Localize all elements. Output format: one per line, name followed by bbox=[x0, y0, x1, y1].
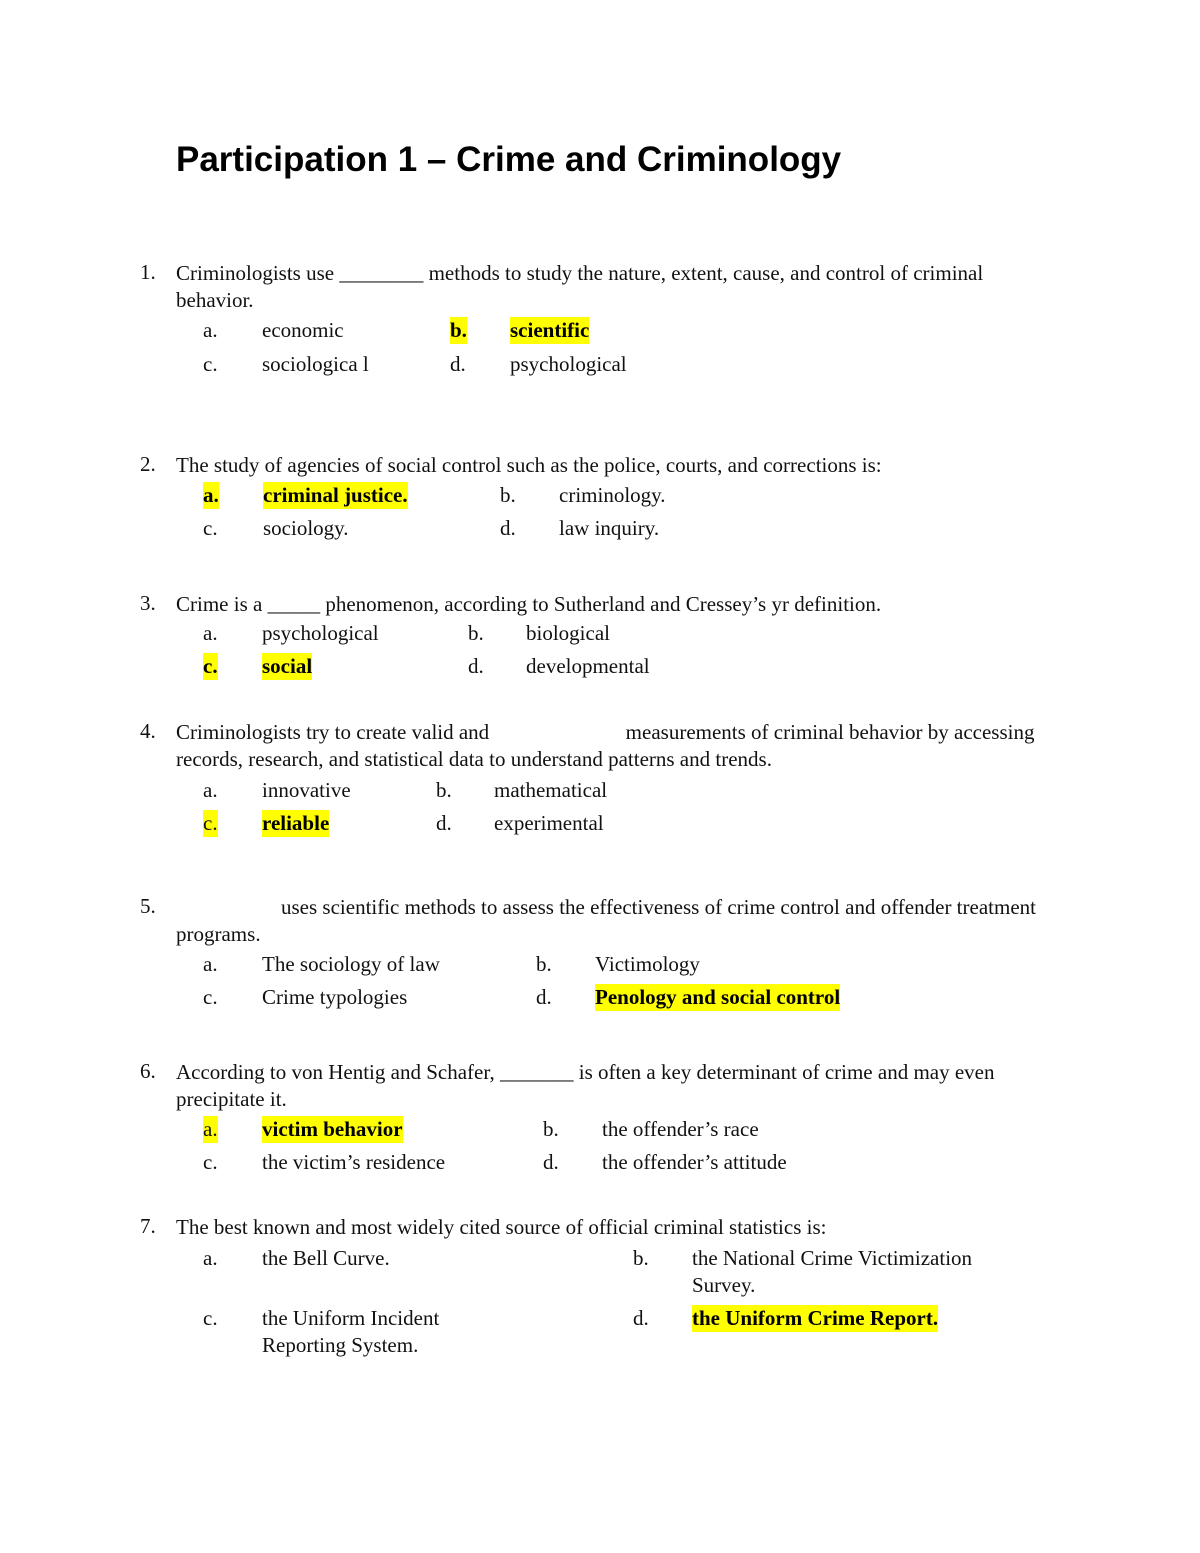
page-title: Participation 1 – Crime and Criminology bbox=[176, 140, 842, 179]
option-text: law inquiry. bbox=[559, 516, 660, 540]
option-letter: a. bbox=[203, 621, 218, 645]
option-letter: a. bbox=[203, 483, 219, 507]
option-text: Penology and social control bbox=[595, 985, 841, 1009]
option-letter: c. bbox=[203, 352, 218, 376]
option-text: biological bbox=[526, 621, 610, 645]
option-letter: a. bbox=[203, 952, 218, 976]
option-text: sociologica l bbox=[262, 352, 369, 376]
option-letter: b. bbox=[436, 778, 452, 802]
option-letter: d. bbox=[633, 1306, 649, 1330]
option-letter: a. bbox=[203, 1246, 218, 1270]
question-number: 2. bbox=[140, 452, 156, 476]
option-text: social bbox=[262, 654, 313, 678]
option-letter: d. bbox=[500, 516, 516, 540]
option-text: victim behavior bbox=[262, 1117, 403, 1141]
option-text: scientific bbox=[510, 318, 590, 342]
question-text: Crime is a _____ phenomenon, according to Sutherland and Cressey’s yr definition. bbox=[176, 592, 882, 616]
option-letter: b. bbox=[536, 952, 552, 976]
question-text: Criminologists try to create valid and measurements of criminal behavior by accessing records, research, and statistical data to understand patterns and trends. bbox=[176, 720, 1040, 771]
option-text: experimental bbox=[494, 811, 604, 835]
option-letter: c. bbox=[203, 1150, 218, 1174]
option-text: the National Crime Victimization Survey. bbox=[692, 1246, 973, 1297]
question-number: 7. bbox=[140, 1214, 156, 1238]
question-text: uses scientific methods to assess the effectiveness of crime control and offender treatment programs. bbox=[176, 895, 1042, 946]
question-text: The study of agencies of social control such as the police, courts, and corrections is: bbox=[176, 453, 882, 477]
option-text: sociology. bbox=[263, 516, 349, 540]
option-letter: a. bbox=[203, 1117, 218, 1141]
question-text: Criminologists use ________ methods to study the nature, extent, cause, and control of criminal behavior. bbox=[176, 261, 984, 312]
option-letter: c. bbox=[203, 516, 218, 540]
option-letter: b. bbox=[450, 318, 467, 342]
option-letter: d. bbox=[468, 654, 484, 678]
option-letter: d. bbox=[543, 1150, 559, 1174]
option-letter: d. bbox=[450, 352, 466, 376]
option-text: the offender’s attitude bbox=[602, 1150, 787, 1174]
option-text: the Uniform Crime Report. bbox=[692, 1306, 939, 1330]
option-letter: d. bbox=[536, 985, 552, 1009]
option-letter: c. bbox=[203, 811, 218, 835]
option-letter: d. bbox=[436, 811, 452, 835]
question-text: According to von Hentig and Schafer, _______ is often a key determinant of crime and may even precipitate it. bbox=[176, 1060, 995, 1111]
option-letter: a. bbox=[203, 778, 218, 802]
option-letter: c. bbox=[203, 654, 218, 678]
question-number: 6. bbox=[140, 1059, 156, 1083]
question-number: 3. bbox=[140, 591, 156, 615]
option-letter: b. bbox=[633, 1246, 649, 1270]
option-text: economic bbox=[262, 318, 344, 342]
option-text: criminal justice. bbox=[263, 483, 408, 507]
option-text: developmental bbox=[526, 654, 650, 678]
option-letter: c. bbox=[203, 1306, 218, 1330]
question-number: 4. bbox=[140, 719, 156, 743]
option-text: the offender’s race bbox=[602, 1117, 759, 1141]
question-number: 1. bbox=[140, 260, 156, 284]
option-text: psychological bbox=[510, 352, 627, 376]
option-text: The sociology of law bbox=[262, 952, 440, 976]
question-text: The best known and most widely cited source of official criminal statistics is: bbox=[176, 1215, 827, 1239]
option-text: Crime typologies bbox=[262, 985, 408, 1009]
option-letter: a. bbox=[203, 318, 218, 342]
option-letter: c. bbox=[203, 985, 218, 1009]
option-text: the victim’s residence bbox=[262, 1150, 446, 1174]
option-text: psychological bbox=[262, 621, 379, 645]
option-letter: b. bbox=[543, 1117, 559, 1141]
option-text: reliable bbox=[262, 811, 330, 835]
option-text: innovative bbox=[262, 778, 351, 802]
option-text: the Uniform Incident Reporting System. bbox=[262, 1306, 440, 1357]
option-letter: b. bbox=[500, 483, 516, 507]
question-number: 5. bbox=[140, 894, 156, 918]
option-text: criminology. bbox=[559, 483, 666, 507]
option-text: the Bell Curve. bbox=[262, 1246, 390, 1270]
option-letter: b. bbox=[468, 621, 484, 645]
option-text: mathematical bbox=[494, 778, 608, 802]
option-text: Victimology bbox=[595, 952, 700, 976]
